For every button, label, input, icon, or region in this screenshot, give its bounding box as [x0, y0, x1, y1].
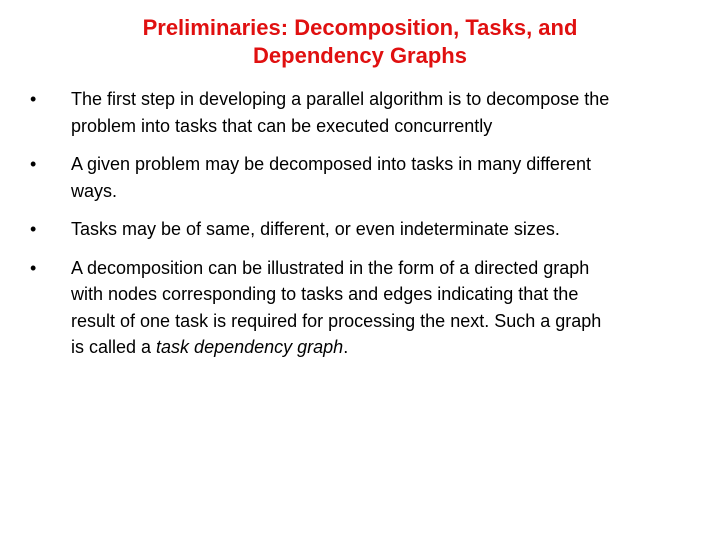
slide-title-line-2: Dependency Graphs — [253, 43, 467, 68]
bullet-2-line-1: A given problem may be decomposed into tasks in many different — [71, 154, 591, 174]
bullet-4-line-4 — [71, 334, 680, 361]
slide-title — [60, 14, 660, 70]
bullet-2-line-2: ways. — [71, 180, 118, 201]
bullet-4-line-3: result of one task is required for processing the next. Such a graph — [71, 310, 602, 331]
bullet-4-line-4-prefix: is called a — [71, 337, 157, 357]
bullet-3-line-1: Tasks may be of same, different, or even indeterminate sizes. — [71, 219, 560, 239]
bullet-4-line-2: with nodes corresponding to tasks and edges indicating that the — [71, 284, 579, 304]
bullet-marker: • — [30, 219, 37, 239]
bullet-marker: • — [30, 257, 37, 278]
bullet-item-1 — [30, 86, 680, 139]
bullet-1-line-2: problem into tasks that can be executed concurrently — [71, 115, 493, 136]
bullet-4-line-4-suffix: . — [343, 337, 349, 357]
slide-title-line-1: Preliminaries: Decomposition, Tasks, and — [142, 15, 578, 40]
bullet-marker: • — [30, 154, 37, 174]
bullet-marker: • — [30, 89, 37, 109]
task-dependency-graph-term: task dependency graph — [156, 337, 344, 357]
bullet-item-4 — [30, 255, 680, 361]
bullet-4-line-1: A decomposition can be illustrated in the form of a directed graph — [71, 257, 590, 278]
bullet-item-2 — [30, 151, 680, 204]
bullet-item-3 — [30, 216, 680, 243]
bullet-list — [30, 86, 680, 373]
bullet-1-line-1: The first step in developing a parallel algorithm is to decompose the — [71, 89, 610, 109]
